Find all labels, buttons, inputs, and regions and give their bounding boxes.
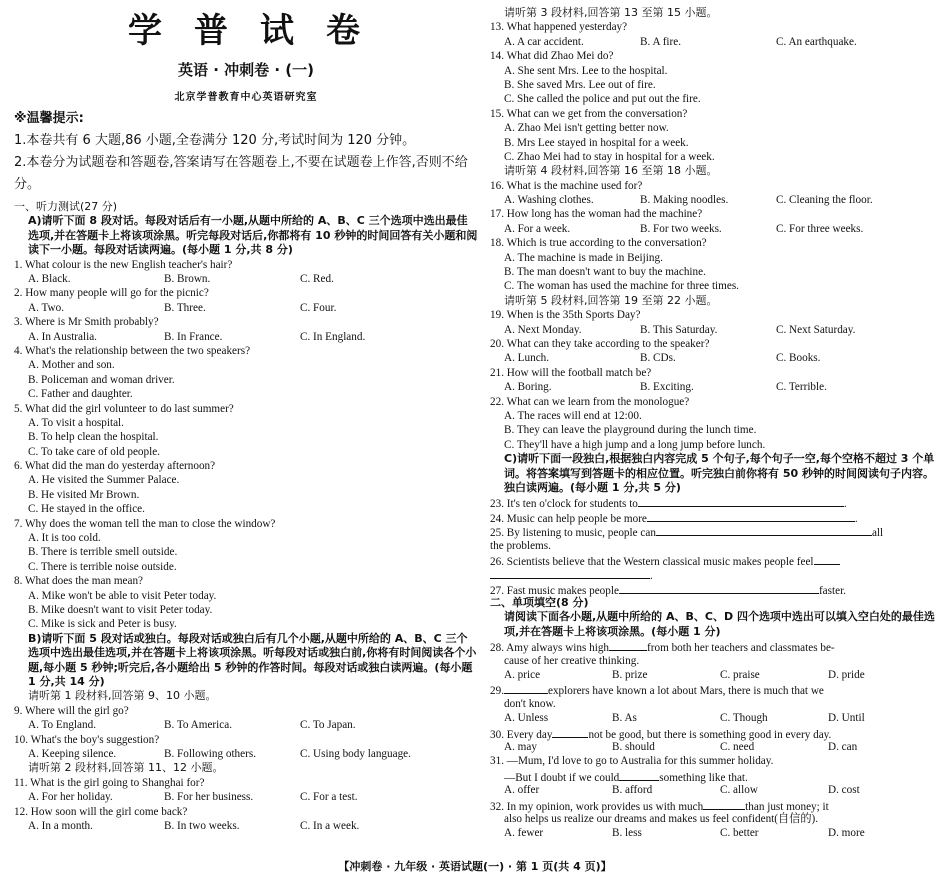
option: C. In a week.: [300, 819, 360, 832]
options: [490, 351, 940, 365]
option: B. Making noodles.: [640, 194, 729, 207]
option: A. He visited the Summer Palace.: [28, 474, 180, 487]
right-column: [490, 6, 940, 841]
option: A. Unless: [504, 712, 549, 725]
answer-blank: [703, 798, 745, 810]
question-stem: 8. What does the man mean?: [14, 575, 144, 588]
options: [14, 747, 478, 761]
option: D. can: [828, 741, 858, 753]
option: C. For a test.: [300, 791, 358, 804]
option: B. For two weeks.: [640, 222, 722, 235]
left-column: [14, 6, 478, 833]
option: C. In England.: [300, 330, 366, 343]
option: D. more: [828, 827, 865, 840]
option: B. This Saturday.: [640, 323, 718, 336]
question-stem: 18. Which is true according to the conversation?: [490, 237, 707, 250]
question-stem: 7. Why does the woman tell the man to close the window?: [14, 517, 276, 530]
option: B. For her business.: [164, 791, 254, 804]
fill-text: all: [871, 527, 884, 540]
option: C. Cleaning the floor.: [776, 194, 873, 207]
answer-blank: [490, 567, 650, 579]
part-b-instructions: B)请听下面 5 段对话或独白。每段对话或独白后有几个小题,从题中所给的 A、B、C 三个选项中选出最佳选项,并在答题卡上将该项涂黑。听每段对话或独白前,你将有时间阅读各个小题,每小题 5 秒钟;听完后,各小题给出 5 秒钟的作答时间。每段对话或独白读两遍。(每小题 1 分,共 14 分): [28, 631, 477, 688]
section-heading: 一、听力测试(27 分): [14, 200, 118, 213]
option: C. An earthquake.: [776, 35, 857, 48]
options: [490, 323, 940, 337]
option: C. He stayed in the office.: [28, 503, 145, 516]
option: A. Keeping silence.: [28, 747, 117, 760]
option: A. The machine is made in Beijing.: [504, 251, 663, 264]
question-stem: 14. What did Zhao Mei do?: [490, 50, 614, 63]
fill-text: 24. Music can help people be more: [490, 512, 647, 525]
option: B. less: [612, 827, 642, 840]
mc-question: [490, 798, 940, 841]
option: B. He visited Mr Brown.: [28, 488, 140, 501]
option: B. In two weeks.: [164, 819, 240, 832]
option: C. To Japan.: [300, 719, 356, 732]
question: [14, 315, 478, 344]
option: B. Following others.: [164, 747, 256, 760]
option: B. Exciting.: [640, 381, 694, 394]
option: A. Black.: [28, 273, 71, 285]
option: C. Next Saturday.: [776, 323, 856, 336]
option: A. To visit a hospital.: [28, 416, 124, 429]
question-stem: [490, 639, 940, 653]
question-stem: 13. What happened yesterday?: [490, 21, 628, 34]
option: B. A fire.: [640, 35, 682, 48]
option: A. Mike won't be able to visit Peter today.: [28, 589, 217, 602]
options: [490, 783, 940, 797]
stem-text: something like that.: [659, 771, 748, 784]
question-stem: 3. Where is Mr Smith probably?: [14, 316, 159, 329]
stem-text: than just money; it: [745, 800, 829, 813]
question-stem: 5. What did the girl volunteer to do last summer?: [14, 402, 234, 415]
option: B. Brown.: [164, 273, 211, 285]
fill-question: [490, 495, 940, 509]
institution: 北京学普教育中心英语研究室: [174, 92, 318, 103]
option: C. allow: [720, 784, 758, 797]
question: [14, 344, 478, 402]
option: A. Lunch.: [504, 352, 550, 365]
option: C. Mike is sick and Peter is busy.: [28, 618, 177, 631]
fill-text: .: [843, 498, 847, 511]
option: B. To help clean the hospital.: [28, 431, 159, 444]
answer-blank: [619, 582, 819, 594]
option: A. To England.: [28, 719, 96, 732]
page-footer: 【冲刺卷 · 九年级 · 英语试题(一) · 第 1 页(共 4 页)】: [338, 860, 612, 873]
options: [490, 35, 940, 49]
options: [490, 193, 940, 207]
option: A. Washing clothes.: [504, 194, 594, 207]
option: A. offer: [504, 784, 540, 797]
option: D. Until: [828, 712, 865, 725]
question: [490, 366, 940, 395]
option: C. Red.: [300, 273, 334, 285]
option: C. Father and daughter.: [28, 388, 133, 401]
option: D. cost: [828, 784, 860, 797]
question-stem: 20. What can they take according to the speaker?: [490, 337, 710, 350]
option: B. Three.: [164, 301, 206, 314]
fill-text: .: [650, 570, 653, 583]
answer-blank: [638, 495, 844, 507]
options: [14, 819, 478, 833]
stem-text: from both her teachers and classmates be-: [647, 642, 835, 655]
question-stem: 31. —Mum, I'd love to go to Australia for this summer holiday.: [490, 755, 774, 768]
fill-question: [490, 524, 940, 538]
question: [14, 258, 478, 287]
option: B. Policeman and woman driver.: [28, 373, 175, 386]
fill-text: faster.: [818, 584, 846, 597]
notice-item: 1.本卷共有 6 大题,86 小题,全卷满分 120 分,考试时间为 120 分钟。: [14, 133, 416, 148]
option: A. She sent Mrs. Lee to the hospital.: [504, 64, 668, 77]
fill-question: [490, 553, 940, 567]
options: [490, 740, 940, 754]
stem-text: not be good, but there is something good in every day.: [588, 728, 832, 741]
answer-blank: [609, 639, 647, 651]
question-stem: 6. What did the man do yesterday afternoon?: [14, 460, 216, 473]
options: [14, 790, 478, 804]
options: [490, 668, 940, 682]
question: [490, 20, 940, 49]
option: B. afford: [612, 784, 653, 797]
question-stem: 21. How will the football match be?: [490, 366, 652, 379]
exam-title: 学普试卷: [128, 11, 392, 51]
question: [14, 459, 478, 517]
option: C. The woman has used the machine for three times.: [504, 280, 739, 293]
option: A. fewer: [504, 827, 544, 840]
option: B. There is terrible smell outside.: [28, 546, 178, 559]
question-stem: [490, 682, 940, 696]
fill-text: 27. Fast music makes people: [490, 584, 619, 597]
part-c-instructions: C)请听下面一段独白,根据独白内容完成 5 个句子,每个句子一空,每个空格不超过 3 个单词。将答案填写到答题卡的相应位置。听完独白前你将有 50 秒钟的时间阅读句子内容。独白读两遍。(每小题 1 分,共 5 分): [504, 452, 935, 494]
option: C. Zhao Mei had to stay in hospital for a week.: [504, 150, 715, 163]
question-stem: 15. What can we get from the conversation?: [490, 107, 688, 120]
option: A. may: [504, 741, 537, 753]
option: B. Mike doesn't want to visit Peter today.: [28, 603, 213, 616]
answer-blank: [647, 510, 855, 522]
notice-item: 2.本卷分为试题卷和答题卷,答案请写在答题卷上,不要在试题卷上作答,否则不给分。: [14, 155, 468, 192]
option: B. Mrs Lee stayed in hospital for a week.: [504, 136, 689, 149]
options: [14, 718, 478, 732]
answer-blank: [656, 524, 872, 536]
option: B. CDs.: [640, 352, 676, 365]
question-stem: 16. What is the machine used for?: [490, 179, 643, 192]
option: A. It is too cold.: [28, 532, 101, 545]
fill-text: 25. By listening to music, people can: [490, 527, 656, 540]
question: [490, 107, 940, 165]
stem-text: 30. Every day: [490, 728, 553, 741]
option: B. The man doesn't want to buy the machine.: [504, 266, 706, 279]
fill-text: 26. Scientists believe that the Western classical music makes people feel: [490, 555, 814, 568]
option: A. The races will end at 12:00.: [504, 409, 642, 422]
material-note: 请听第 2 段材料,回答第 11、12 小题。: [28, 761, 224, 775]
question-stem: 4. What's the relationship between the two speakers?: [14, 344, 251, 357]
section-heading: 二、单项填空(8 分): [490, 596, 589, 610]
option: A. Two.: [28, 301, 64, 314]
question-stem: 1. What colour is the new English teacher's hair?: [14, 258, 233, 271]
option: A. Mother and son.: [28, 359, 115, 372]
option: A. price: [504, 669, 541, 682]
answer-blank: [552, 726, 588, 738]
option: A. In Australia.: [28, 330, 97, 343]
fill-continuation: [490, 567, 940, 581]
option: A. A car accident.: [504, 35, 584, 48]
answer-blank: [814, 553, 840, 565]
option: A. Next Monday.: [504, 323, 582, 336]
mc-question: [490, 639, 940, 682]
part-a-instructions: A)请听下面 8 段对话。每段对话后有一小题,从题中所给的 A、B、C 三个选项中选出最佳选项,并在答题卡上将该项涂黑。听完每段对话后,你都将有 10 秒钟的时间回答有关小题和阅读下一小题。每段对话读两遍。(每小题 1 分,共 8 分): [28, 214, 478, 257]
question-stem: 22. What can we learn from the monologue?: [490, 395, 690, 408]
option: B. They can leave the playground during the lunch time.: [504, 424, 757, 437]
option: C. For three weeks.: [776, 222, 864, 235]
question-stem: 2. How many people will go for the picnic?: [14, 287, 209, 300]
question-stem: 9. Where will the girl go?: [14, 704, 129, 717]
question: [490, 395, 940, 453]
question: [14, 805, 478, 834]
mc-question: [490, 682, 940, 725]
option: A. Boring.: [504, 381, 552, 394]
question-stem: 17. How long has the woman had the machine?: [490, 208, 703, 221]
exam-subtitle: 英语 · 冲刺卷 · (一): [178, 61, 314, 79]
options: [490, 826, 940, 840]
material-note: 请听第 1 段材料,回答第 9、10 小题。: [28, 689, 217, 703]
option: C. need: [720, 741, 755, 753]
question: [490, 207, 940, 236]
question: [14, 286, 478, 315]
answer-blank: [504, 682, 548, 694]
option: A. In a month.: [28, 819, 93, 832]
option: B. prize: [612, 669, 648, 682]
question-stem: 10. What's the boy's suggestion?: [14, 733, 160, 746]
options: [490, 222, 940, 236]
options: [14, 330, 478, 344]
question: [490, 179, 940, 208]
question: [490, 49, 940, 107]
option: C. They'll have a high jump and a long jump before lunch.: [504, 438, 766, 451]
option: B. To America.: [164, 719, 232, 732]
material-note: 请听第 3 段材料,回答第 13 至第 15 小题。: [504, 6, 718, 19]
stem-continuation: [490, 769, 940, 783]
option: A. For a week.: [504, 222, 571, 235]
section-2-instructions: 请阅读下面各小题,从题中所给的 A、B、C、D 四个选项中选出可以填入空白处的最佳选项,并在答题卡上将该项涂黑。(每小题 1 分): [504, 610, 935, 638]
stem-text: 28. Amy always wins high: [490, 642, 610, 655]
question-stem: 12. How soon will the girl come back?: [14, 805, 188, 818]
stem-continuation: cause of her creative thinking.: [504, 654, 640, 667]
option: C. Using body language.: [300, 747, 411, 760]
option: B. She saved Mrs. Lee out of fire.: [504, 78, 656, 91]
options: [490, 711, 940, 725]
option: D. pride: [828, 669, 865, 682]
fill-text: .: [854, 512, 858, 525]
option: B. should: [612, 741, 655, 753]
option: C. There is terrible noise outside.: [28, 560, 177, 573]
option: C. Though: [720, 712, 768, 725]
option: C. To take care of old people.: [28, 445, 160, 458]
question-stem: [490, 726, 940, 740]
mc-question: [490, 726, 940, 755]
options: [14, 272, 478, 286]
option: B. As: [612, 712, 637, 725]
options: [490, 380, 940, 394]
fill-text: 23. It's ten o'clock for students to: [490, 498, 638, 511]
question: [490, 236, 940, 294]
option: C. Terrible.: [776, 381, 827, 394]
option: C. praise: [720, 669, 760, 682]
option: C. better: [720, 827, 759, 840]
question: [490, 337, 940, 366]
option: C. She called the police and put out the fire.: [504, 93, 701, 106]
question: [14, 402, 478, 460]
question-stem: [490, 798, 940, 812]
notice-heading: ※温馨提示:: [14, 111, 84, 126]
mc-question: [490, 754, 940, 797]
material-note: 请听第 5 段材料,回答第 19 至第 22 小题。: [504, 293, 718, 307]
stem-continuation: also helps us realize our dreams and makes us feel confident(自信的).: [504, 812, 819, 825]
question: [14, 733, 478, 762]
fill-question: [490, 510, 940, 524]
option: C. Four.: [300, 301, 337, 314]
stem-continuation: don't know.: [504, 697, 556, 710]
question-stem: 11. What is the girl going to Shanghai for?: [14, 776, 205, 789]
option: C. Books.: [776, 352, 821, 365]
option: B. In France.: [164, 330, 223, 343]
question: [490, 308, 940, 337]
answer-blank: [619, 769, 659, 781]
stem-text: 29.: [490, 685, 504, 698]
question: [14, 517, 478, 575]
question-stem: 19. When is the 35th Sports Day?: [490, 309, 641, 322]
question: [14, 776, 478, 805]
option: A. For her holiday.: [28, 791, 113, 804]
material-note: 请听第 4 段材料,回答第 16 至第 18 小题。: [504, 164, 718, 178]
stem-text: explorers have known a lot about Mars, there is much that we: [547, 685, 824, 698]
fill-question: [490, 582, 940, 596]
stem-text: —But I doubt if we could: [504, 771, 620, 784]
option: A. Zhao Mei isn't getting better now.: [504, 122, 669, 135]
question: [14, 704, 478, 733]
stem-text: 32. In my opinion, work provides us with much: [490, 800, 704, 813]
question: [14, 574, 478, 632]
options: [14, 301, 478, 315]
fill-continuation: the problems.: [490, 539, 551, 552]
